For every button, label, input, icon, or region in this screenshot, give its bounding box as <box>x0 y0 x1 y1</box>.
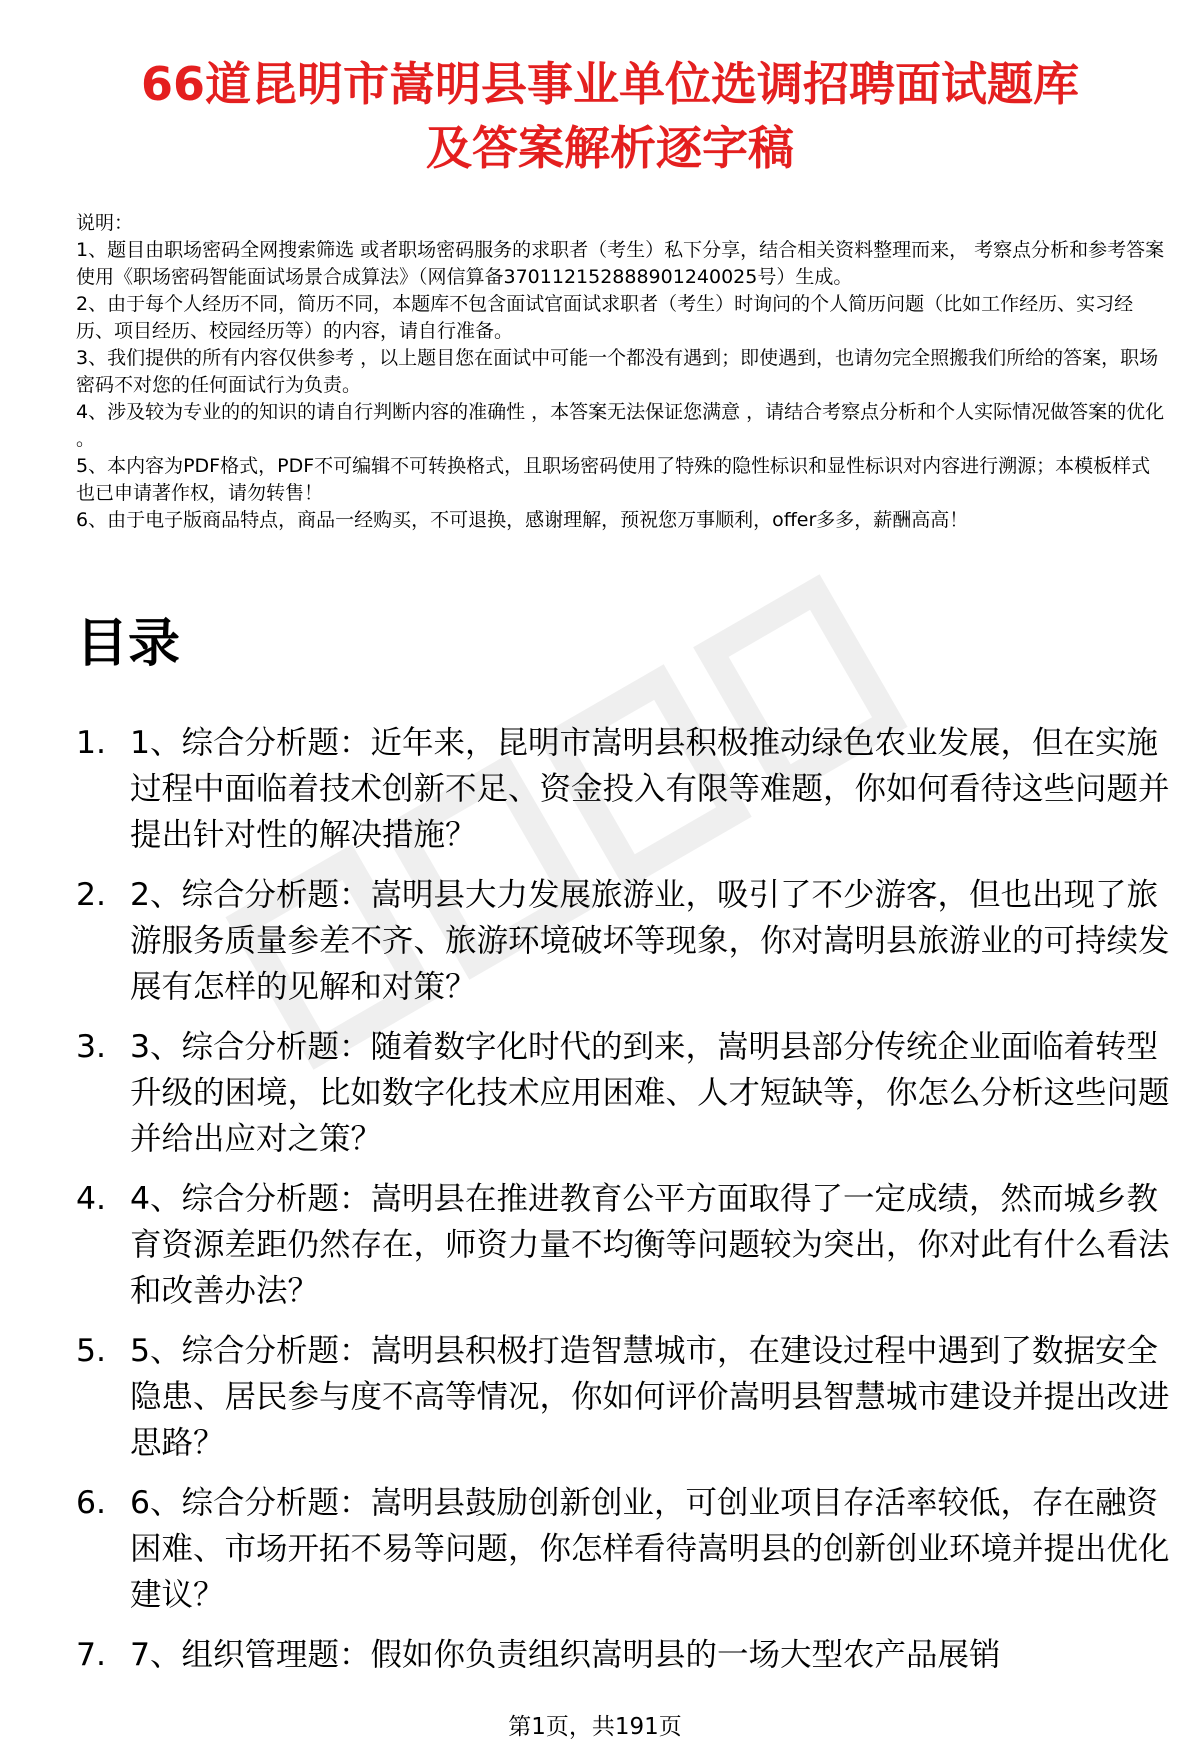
note-item: 6、由于电子版商品特点，商品一经购买，不可退换，感谢理解，预祝您万事顺利，offer多多，薪酬高高！ <box>76 509 969 531</box>
toc-item[interactable] <box>76 1632 1171 1678</box>
title-line-2: 及答案解析逐字稿 <box>426 121 794 175</box>
toc-item-text: 4、综合分析题：嵩明县在推进教育公平方面取得了一定成绩，然而城乡教育资源差距仍然存在，师资力量不均衡等问题较为突出，你对此有什么看法和改善办法？ <box>130 1181 1170 1309</box>
toc-item[interactable] <box>76 720 1171 858</box>
toc-item[interactable] <box>76 1176 1171 1314</box>
note-item: 5、本内容为PDF格式，PDF不可编辑不可转换格式，且职场密码使用了特殊的隐性标识和显性标识对内容进行溯源；本模板样式也已申请著作权，请勿转售！ <box>76 455 1151 504</box>
toc-item-text: 6、综合分析题：嵩明县鼓励创新创业，可创业项目存活率较低，存在融资困难、市场开拓不易等问题，你怎样看待嵩明县的创新创业环境并提出优化建议？ <box>130 1485 1170 1613</box>
document-title <box>60 52 1160 180</box>
note-item: 1、题目由职场密码全网搜索筛选 或者职场密码服务的求职者（考生）私下分享，结合相关资料整理而来， 考察点分析和参考答案使用《职场密码智能面试场景合成算法》（网信算备370112152888901240025号）生成。 <box>76 239 1165 288</box>
toc-item-number: 1. <box>76 725 107 761</box>
toc-item-number: 2. <box>76 877 107 913</box>
toc-item-number: 4. <box>76 1181 107 1217</box>
toc-item-number: 7. <box>76 1637 107 1673</box>
toc-item-text: 3、综合分析题：随着数字化时代的到来，嵩明县部分传统企业面临着转型升级的困境，比如数字化技术应用困难、人才短缺等，你怎么分析这些问题并给出应对之策？ <box>130 1029 1170 1157</box>
title-line-1: 66道昆明市嵩明县事业单位选调招聘面试题库 <box>140 57 1079 111</box>
toc-item-number: 3. <box>76 1029 107 1065</box>
toc-item[interactable] <box>76 1480 1171 1618</box>
toc-list <box>76 720 1171 1692</box>
note-item: 2、由于每个人经历不同，简历不同，本题库不包含面试官面试求职者（考生）时询问的个人简历问题（比如工作经历、实习经历、项目经历、校园经历等）的内容，请自行准备。 <box>76 293 1134 342</box>
toc-item[interactable] <box>76 1024 1171 1162</box>
toc-item-text: 7、组织管理题：假如你负责组织嵩明县的一场大型农产品展销 <box>130 1637 1001 1673</box>
toc-heading: 目录 <box>76 614 181 674</box>
toc-item-text: 2、综合分析题：嵩明县大力发展旅游业，吸引了不少游客，但也出现了旅游服务质量参差不齐、旅游环境破坏等现象，你对嵩明县旅游业的可持续发展有怎样的见解和对策？ <box>130 877 1170 1005</box>
toc-item-number: 5. <box>76 1333 107 1369</box>
note-item: 4、涉及较为专业的的知识的请自行判断内容的准确性 ，本答案无法保证您满意 ，请结合考察点分析和个人实际情况做答案的优化 。 <box>76 401 1165 450</box>
page-footer: 第1页，共191页 <box>508 1714 682 1740</box>
note-item: 3、我们提供的所有内容仅供参考 ，以上题目您在面试中可能一个都没有遇到；即使遇到，也请勿完全照搬我们所给的答案，职场密码不对您的任何面试行为负责。 <box>76 347 1159 396</box>
toc-item-text: 1、综合分析题：近年来，昆明市嵩明县积极推动绿色农业发展，但在实施过程中面临着技术创新不足、资金投入有限等难题，你如何看待这些问题并提出针对性的解决措施？ <box>130 725 1170 853</box>
toc-item-text: 5、综合分析题：嵩明县积极打造智慧城市，在建设过程中遇到了数据安全隐患、居民参与度不高等情况，你如何评价嵩明县智慧城市建设并提出改进思路？ <box>130 1333 1170 1461</box>
toc-item[interactable] <box>76 1328 1171 1466</box>
notes-section <box>76 210 1166 534</box>
toc-item[interactable] <box>76 872 1171 1010</box>
toc-item-number: 6. <box>76 1485 107 1521</box>
notes-heading: 说明： <box>76 212 134 234</box>
